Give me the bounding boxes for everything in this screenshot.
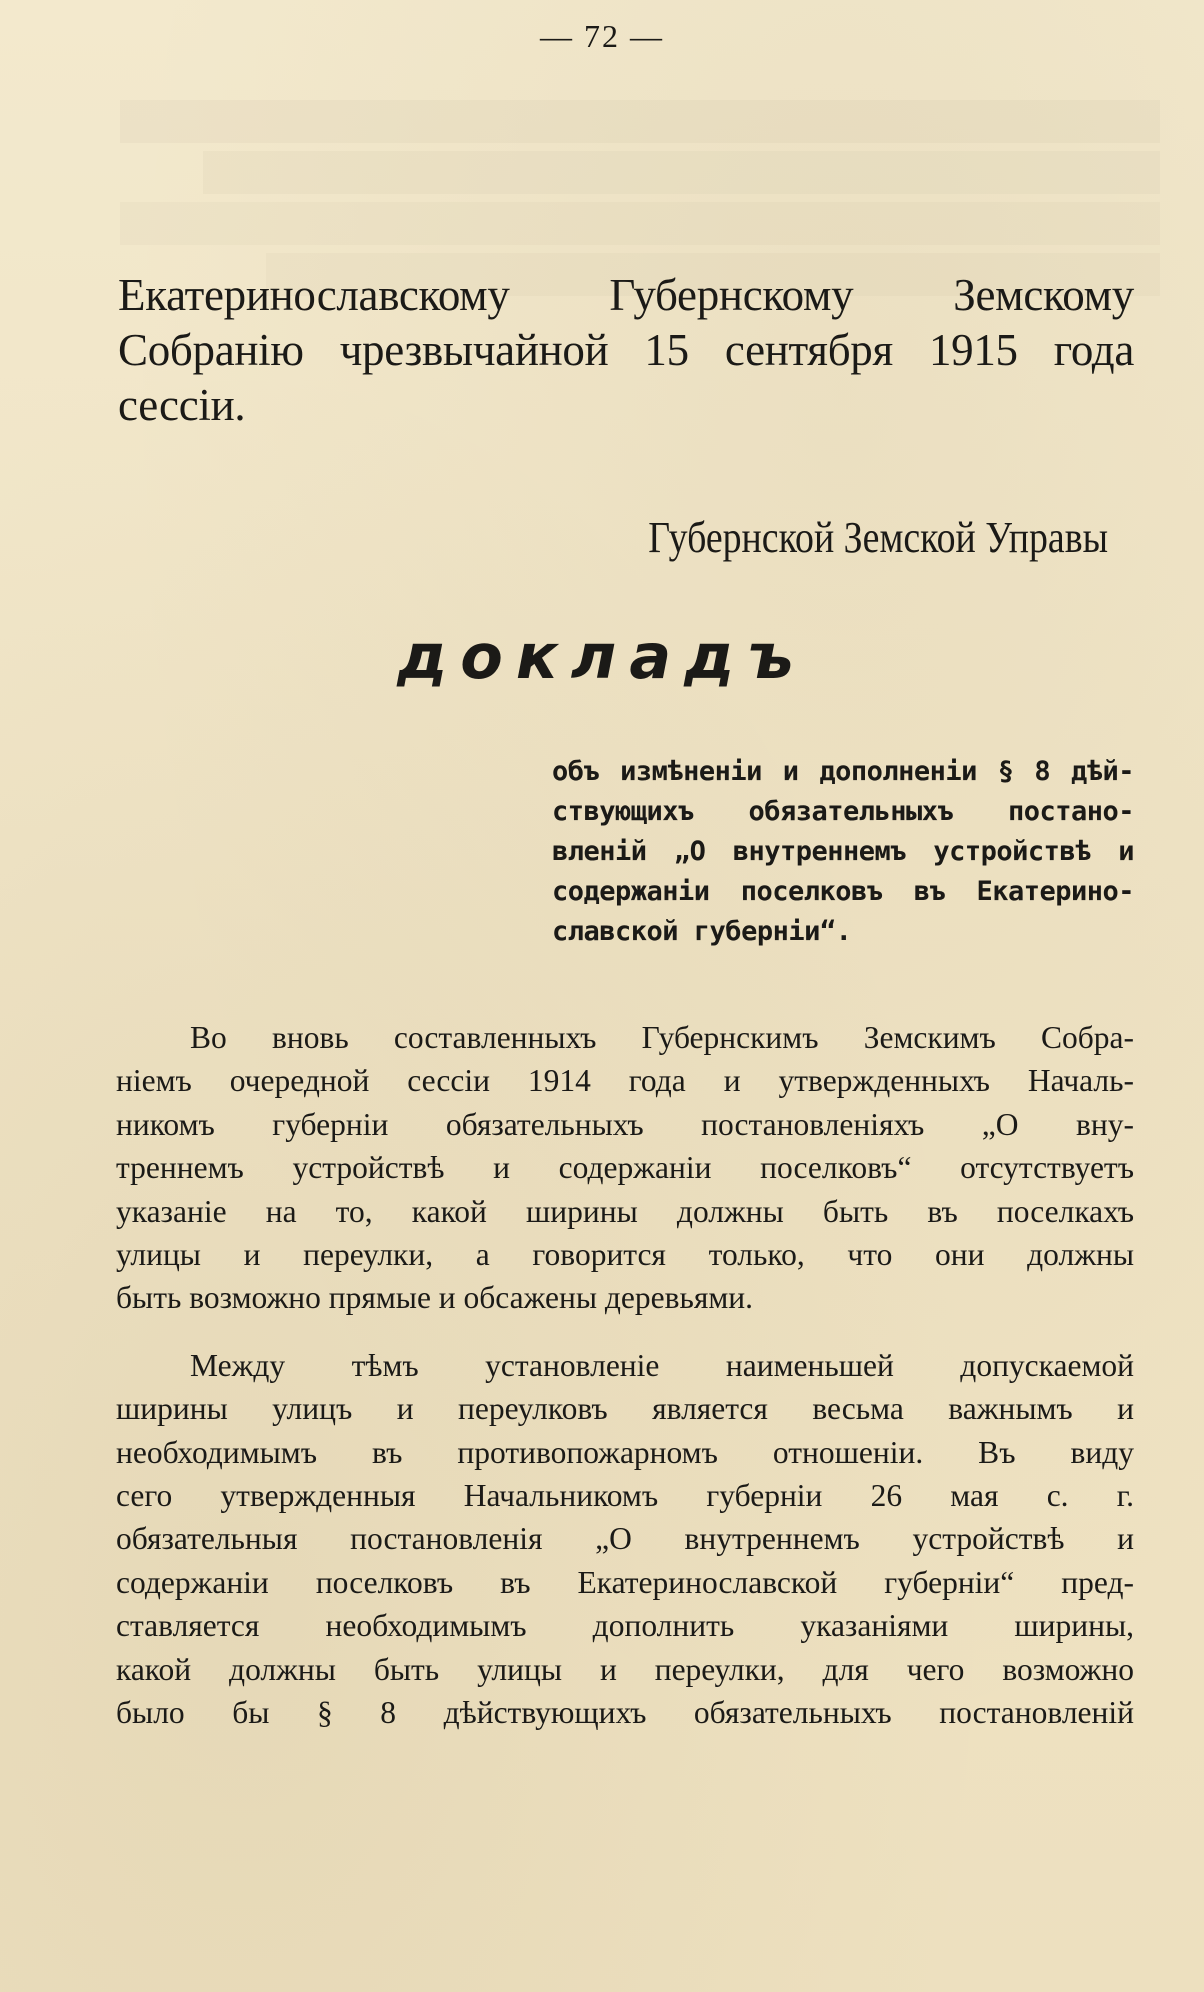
subject-line: вленій „О внутреннемъ устройствѣ и [552,836,1134,867]
paragraph-1-line: быть возможно прямые и обсажены деревьями. [116,1280,754,1316]
subject-line: объ измѣненіи и дополненіи § 8 дѣй- [552,756,1134,787]
addressee-heading [118,268,1134,433]
paragraph-2-line: Между тѣмъ установленіе наименьшей допускаемой [190,1347,1134,1383]
addressee-line-1: Екатеринославскому Губернскому Земскому [118,270,1134,320]
body-text [116,1016,1134,1735]
paragraph-2-line: сего утвержденныя Начальникомъ губерніи 26 мая с. г. [116,1478,1134,1514]
subject-line: ствующихъ обязательныхъ постано- [552,796,1134,827]
paragraph-2-line: обязательныя постановленія „О внутреннемъ устройствѣ и [116,1521,1134,1557]
page-number: — 72 — [540,18,664,54]
paragraph-1-line: Во вновь составленныхъ Губернскимъ Земскимъ Собра- [190,1020,1134,1055]
report-subject [552,752,1134,952]
paragraph-2-line: ставляется необходимымъ дополнить указаніями ширины, [116,1608,1134,1644]
paragraph-1-line: указаніе на то, какой ширины должны быть въ поселкахъ [116,1193,1134,1229]
subject-line: славской губерніи“. [552,916,852,947]
subject-line: содержаніи поселковъ въ Екатерино- [552,876,1134,907]
authority-heading: Губернской Земской Управы [648,513,1108,562]
addressee-line-2: Собранію чрезвычайной 15 сентября 1915 года [118,325,1134,375]
paragraph-2-line: содержаніи поселковъ въ Екатеринославской губерніи“ пред- [116,1564,1134,1600]
paragraph-2-line: необходимымъ въ противопожарномъ отношеніи. Въ виду [116,1434,1134,1470]
paragraph-1-line: улицы и переулки, а говорится только, что они должны [116,1237,1134,1273]
paragraph-1-line: треннемъ устройствѣ и содержаніи поселковъ“ отсутствуетъ [116,1150,1134,1186]
paragraph-1-line: ніемъ очередной сессіи 1914 года и утвержденныхъ Началь- [116,1063,1134,1099]
addressee-line-3: сессіи. [118,380,246,430]
paragraph-2-line: ширины улицъ и переулковъ является весьма важнымъ и [116,1391,1134,1427]
paragraph-gap [116,1320,1134,1344]
paragraph-1-line: никомъ губерніи обязательныхъ постановленіяхъ „О вну- [116,1106,1134,1142]
paragraph-2-line: какой должны быть улицы и переулки, для чего возможно [116,1651,1134,1687]
report-title: докладъ [397,620,807,693]
paragraph-2-line: было бы § 8 дѣйствующихъ обязательныхъ постановленій [116,1695,1134,1731]
